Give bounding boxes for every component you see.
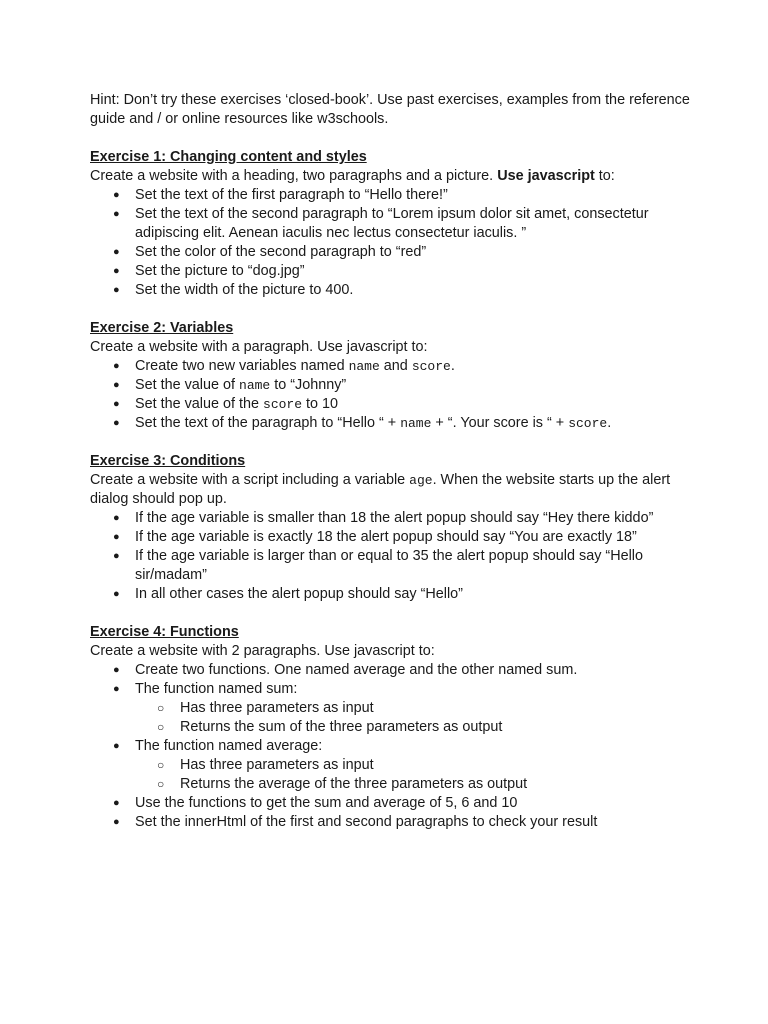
code-age: age xyxy=(409,473,433,488)
hint-paragraph: Hint: Don’t try these exercises ‘closed-book’. Use past exercises, examples from the reference guide and / or online resources like w3schools. xyxy=(90,92,690,127)
item-text: to 10 xyxy=(302,396,339,412)
sub-list xyxy=(135,756,690,794)
sub-list-item: ○ Returns the average of the three parameters as output xyxy=(135,775,690,794)
item-text: + “. Your score is “ + xyxy=(431,415,569,431)
code-name: name xyxy=(348,359,380,374)
exercise-3-intro-text: Create a website with a script including a variable xyxy=(90,472,410,488)
exercise-1-heading: Exercise 1: Changing content and styles xyxy=(90,149,367,165)
exercise-3-section xyxy=(90,452,690,604)
list-item: ● Set the picture to “dog.jpg” xyxy=(90,262,690,281)
code-name: name xyxy=(239,378,271,393)
exercise-3-intro xyxy=(90,471,690,509)
code-score: score xyxy=(263,397,303,412)
document-content xyxy=(90,91,690,851)
list-item xyxy=(90,357,690,376)
sub-list-item: ○ Returns the sum of the three parameters as output xyxy=(135,718,690,737)
list-item xyxy=(90,414,690,433)
exercise-3-list xyxy=(90,509,690,604)
exercise-4-heading: Exercise 4: Functions xyxy=(90,624,239,640)
list-item: ● Set the color of the second paragraph to “red” xyxy=(90,243,690,262)
list-item: ● In all other cases the alert popup should say “Hello” xyxy=(90,585,690,604)
list-item xyxy=(90,395,690,414)
exercise-1-section xyxy=(90,148,690,300)
item-text: Set the text of the paragraph to “Hello “ + xyxy=(135,415,401,431)
sub-list xyxy=(135,699,690,737)
exercise-3-heading: Exercise 3: Conditions xyxy=(90,453,246,469)
list-item: ● Create two functions. One named average and the other named sum. xyxy=(90,661,690,680)
item-text: and xyxy=(379,358,412,374)
item-text: The function named sum: xyxy=(135,681,298,697)
exercise-1-intro xyxy=(90,167,690,186)
item-text: to “Johnny” xyxy=(270,377,347,393)
item-text: Create two new variables named xyxy=(135,358,349,374)
exercise-4-list xyxy=(90,661,690,832)
item-text: Set the value of xyxy=(135,377,240,393)
list-item xyxy=(90,737,690,794)
code-score: score xyxy=(411,359,451,374)
exercise-2-heading: Exercise 2: Variables xyxy=(90,320,234,336)
exercise-1-intro-end: to: xyxy=(594,168,615,184)
list-item: ● If the age variable is smaller than 18 the alert popup should say “Hey there kiddo” xyxy=(90,509,690,528)
exercise-2-list xyxy=(90,357,690,433)
item-text: . xyxy=(450,358,455,374)
sub-list-item: ○ Has three parameters as input xyxy=(135,756,690,775)
exercise-1-intro-bold: Use javascript xyxy=(497,168,595,184)
list-item: ● If the age variable is exactly 18 the alert popup should say “You are exactly 18” xyxy=(90,528,690,547)
exercise-4-section xyxy=(90,623,690,832)
code-name: name xyxy=(400,416,432,431)
list-item: ● Use the functions to get the sum and average of 5, 6 and 10 xyxy=(90,794,690,813)
code-score: score xyxy=(568,416,608,431)
list-item: ● Set the innerHtml of the first and second paragraphs to check your result xyxy=(90,813,690,832)
exercise-4-intro: Create a website with 2 paragraphs. Use javascript to: xyxy=(90,643,435,659)
item-text: Set the value of the xyxy=(135,396,264,412)
list-item xyxy=(90,680,690,737)
list-item: ● Set the width of the picture to 400. xyxy=(90,281,690,300)
exercise-2-intro: Create a website with a paragraph. Use javascript to: xyxy=(90,339,428,355)
list-item xyxy=(90,376,690,395)
item-text: . xyxy=(607,415,612,431)
sub-list-item: ○ Has three parameters as input xyxy=(135,699,690,718)
item-text: The function named average: xyxy=(135,738,323,754)
exercise-2-section xyxy=(90,319,690,433)
exercise-3-intro-end: . When the website starts up the alert dialog should pop up. xyxy=(90,472,671,507)
exercise-1-intro-text: Create a website with a heading, two paragraphs and a picture. xyxy=(90,168,498,184)
exercise-1-list xyxy=(90,186,690,300)
list-item: ● If the age variable is larger than or equal to 35 the alert popup should say “Hello sir/madam” xyxy=(90,547,690,585)
list-item: ● Set the text of the first paragraph to “Hello there!” xyxy=(90,186,690,205)
list-item: ● Set the text of the second paragraph to “Lorem ipsum dolor sit amet, consectetur adipiscing elit. Aenean iaculis nec lectus consectetur iaculis. ” xyxy=(90,205,690,243)
